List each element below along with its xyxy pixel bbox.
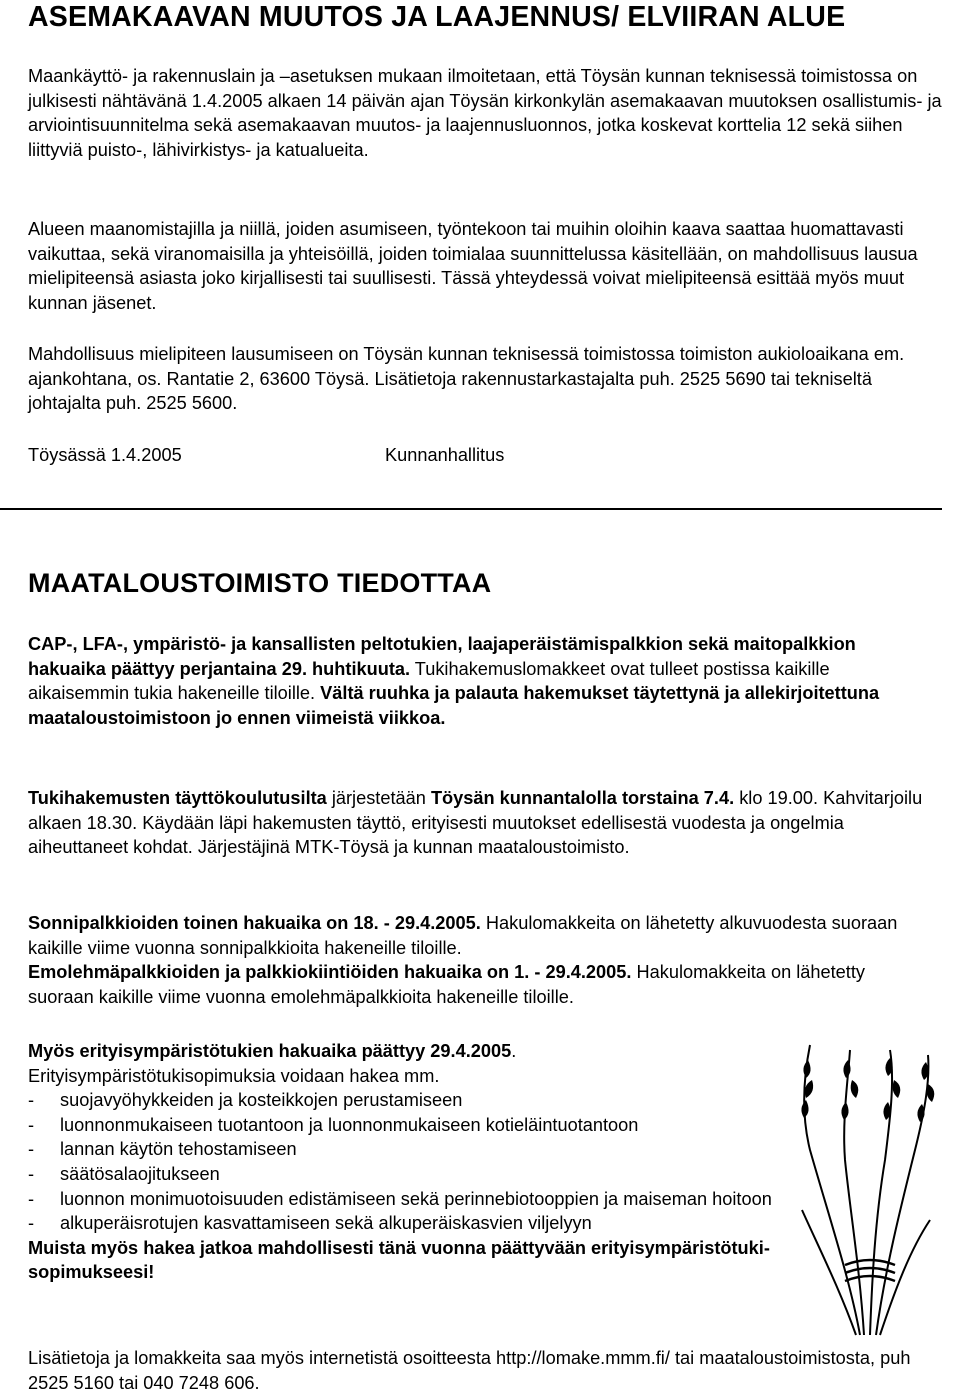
list-item-text: lannan käytön tehostamiseen [60,1139,297,1160]
env-support-period: . [511,1041,517,1061]
dash-marker: - [28,1139,35,1160]
training-details: klo 19.00. Kahvitarjoilu alkaen 18.30. Käydään läpi hakemusten täyttö, erityisesti muutokset edellisestä vuodesta ja ongelmia aiheuttaneet kohdat. Järjestäjinä MTK-Töysä ja kunnan maataloustoimisto. [28,788,923,858]
reminder-bold: Muista myös hakea jatkoa mahdollisesti tänä vuonna päättyvään erityisympäristötuki-sopimukseesi! [28,1237,770,1283]
list-item [28,1211,788,1236]
suckler-premium-text: Hakulomakkeita on lähetetty suoraan kaikille viime vuonna emolehmäpalkkioita hakeneille tiloille. [28,962,865,1007]
agri-paragraph-3 [28,911,928,1009]
list-item [28,1113,788,1138]
notice-paragraph-2: Alueen maanomistajilla ja niillä, joiden asumiseen, työntekoon tai muihin oloihin kaava saattaa huomattavasti vaikuttaa, sekä viranomaisilla ja yhteisöillä, joiden toimialaa suunnittelussa käsitellään, on mahdollisuus lausua mielipiteensä asiasta joko kirjallisesti tai suullisesti. Tässä yhteydessä voivat mielipiteensä esittää myös muut kunnan jäsenet. [28,219,918,313]
agri-paragraph-1 [28,632,928,730]
env-support-heading [28,1039,788,1064]
list-item-text: alkuperäisrotujen kasvattamiseen sekä alkuperäiskasvien viljelyyn [60,1213,592,1234]
place-date: Töysässä 1.4.2005 [28,445,182,465]
list-item [28,1137,788,1162]
training-text: järjestetään [326,788,431,808]
suckler-premium-bold: Emolehmäpalkkioiden ja palkkiokiintiöiden hakuaika on 1. - 29.4.2005. [28,962,632,983]
section-title: MAATALOUSTOIMISTO TIEDOTTAA [28,568,492,598]
list-item [28,1187,788,1212]
agri-paragraph-2 [28,786,928,860]
dash-marker: - [28,1188,35,1209]
list-item [28,1162,788,1187]
forms-text: Tukihakemuslomakkeet ovat tulleet postissa kaikille aikaisemmin tukia hakeneille tiloille. [28,658,830,704]
agri-paragraph-4 [28,1039,788,1285]
dash-marker: - [28,1163,35,1184]
wheat-sheaf-illustration [790,1040,940,1340]
notice-paragraph-1: Maankäyttö- ja rakennuslain ja –asetuksen mukaan ilmoitetaan, että Töysän kunnan teknisessä toimistossa on julkisesti nähtävänä 1.4.2005 alkaen 14 päivän ajan Töysän kirkonkylän asemakaavan muutoksen osallistumis- ja arviointisuunnitelma sekä asemakaavan muutos- ja laajennusluonnos, jotka koskevat korttelia 12 sekä siihen liittyviä puisto-, lähivirkistys- ja katualueita. [28,66,942,160]
dash-marker: - [28,1213,35,1234]
list-item-text: suojavyöhykkeiden ja kosteikkojen perustamiseen [60,1090,463,1111]
reminder [28,1236,788,1285]
list-item-text: säätösalaojitukseen [60,1163,220,1184]
env-support-bold: Myös erityisympäristötukien hakuaika päättyy 29.4.2005 [28,1041,512,1061]
list-item-text: luonnon monimuotoisuuden edistämiseen sekä perinnebiotooppien ja maiseman hoitoon [60,1188,772,1209]
bull-premium-bold: Sonnipalkkioiden toinen hakuaika on 18. - 29.4.2005. [28,913,481,933]
agri-paragraph-5: Lisätietoja ja lomakkeita saa myös internetistä osoitteesta http://lomake.mmm.fi/ tai maataloustoimistosta, puh 2525 5160 tai 040 7248 606. [28,1348,911,1393]
signer: Kunnanhallitus [385,445,505,465]
env-support-intro: Erityisympäristötukisopimuksia voidaan hakea mm. [28,1065,440,1086]
dash-marker: - [28,1114,35,1135]
dash-marker: - [28,1090,35,1111]
notice-title: ASEMAKAAVAN MUUTOS JA LAAJENNUS/ ELVIIRAN ALUE [28,1,846,33]
notice-paragraph-3: Mahdollisuus mielipiteen lausumiseen on Töysän kunnan teknisessä toimistossa toimiston aukioloaikana em. ajankohtana, os. Rantatie 2, 63600 Töysä. Lisätietoja rakennustarkastajalta puh. 2525 5690 tai tekniseltä johtajalta puh. 2525 5600. [28,344,905,414]
list-item [28,1088,788,1113]
deadline-bold: CAP-, LFA-, ympäristö- ja kansallisten peltotukien, laajaperäistämispalkkion sekä maitopalkkion hakuaika päättyy perjantaina 29. huhtikuuta. [28,634,856,679]
section-divider [0,508,942,510]
env-support-list [28,1088,788,1236]
avoid-rush-bold: Vältä ruuhka ja palauta hakemukset täytettynä ja allekirjoitettuna maataloustoimistoon jo ennen viimeistä viikkoa. [28,683,880,728]
bull-premium-text: Hakulomakkeita on lähetetty alkuvuodesta suoraan kaikille viime vuonna sonnipalkkioita hakeneille tiloille. [28,913,898,958]
list-item-text: luonnonmukaiseen tuotantoon ja luonnonmukaiseen kotieläintuotantoon [60,1114,639,1135]
training-bold: Tukihakemusten täyttökoulutusilta [28,788,327,808]
training-place-bold: Töysän kunnantalolla torstaina 7.4. [430,788,735,808]
